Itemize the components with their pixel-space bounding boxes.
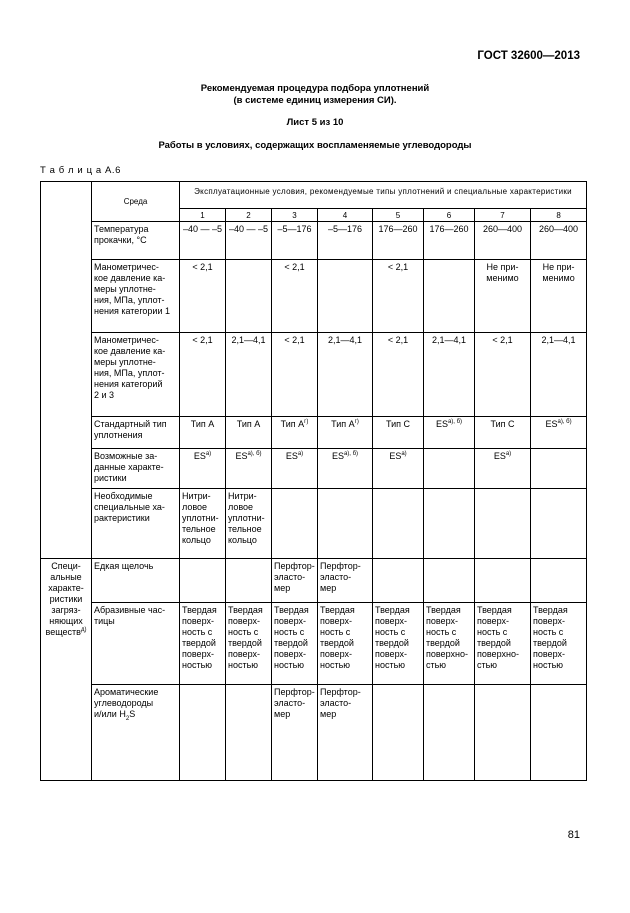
table-row [41, 417, 587, 449]
column-number-1: 1 [180, 209, 226, 222]
table-cell [180, 685, 226, 781]
table-cell: Тип $А^{г)}$ [318, 417, 373, 449]
table-cell: Твердая поверх- ность с твердой поверх- ностью [373, 603, 424, 685]
column-number-2: 2 [226, 209, 272, 222]
table-cell: 2,1—4,1 [226, 333, 272, 417]
table-cell: $ES^{а)}$ [180, 449, 226, 489]
table-cell [226, 559, 272, 603]
table-cell: $ES^{а)}$ [373, 449, 424, 489]
column-number-4: 4 [318, 209, 373, 222]
section-subtitle: Работы в условиях, содержащих воспламеняемые углеводороды [158, 140, 472, 151]
table-cell: 2,1—4,1 [318, 333, 373, 417]
table-cell [531, 685, 587, 781]
title-line-2: (в системе единиц измерения СИ). [233, 95, 397, 106]
table-cell: –40 — –5 [180, 222, 226, 260]
table-row [41, 222, 587, 260]
table-cell [424, 489, 475, 559]
table-cell: $ES^{а)}$ [272, 449, 318, 489]
table-cell: $ES^{а), б)}$ [424, 417, 475, 449]
table-cell: 2,1—4,1 [424, 333, 475, 417]
table-cell [424, 449, 475, 489]
table-cell: Твердая поверх- ность с твердой поверх- ностью [272, 603, 318, 685]
table-cell [424, 685, 475, 781]
table-cell [424, 559, 475, 603]
table-label: Т а б л и ц а А.6 [40, 165, 122, 176]
medium-header: Среда [92, 182, 180, 222]
column-number-5: 5 [373, 209, 424, 222]
table-cell: Не при- менимо [475, 260, 531, 333]
table-cell: Тип А [180, 417, 226, 449]
table-cell: $ES^{а), б)}$ [226, 449, 272, 489]
table-cell [531, 559, 587, 603]
table-cell: Не при- менимо [531, 260, 587, 333]
table-cell: Тип С [475, 417, 531, 449]
standard-number: ГОСТ 32600—2013 [477, 50, 580, 62]
table-cell: 260—400 [475, 222, 531, 260]
table-cell [226, 685, 272, 781]
table-cell: Перфтор- эласто- мер [318, 685, 373, 781]
table-cell [373, 559, 424, 603]
row-label: Ароматические углеводороды и/или $H_2S$ [92, 685, 180, 781]
table-cell: $ES^{а)}$ [475, 449, 531, 489]
table-cell [531, 489, 587, 559]
table-cell [373, 685, 424, 781]
table-row [41, 333, 587, 417]
table-cell: Тип А [226, 417, 272, 449]
table-cell: $ES^{а), б)}$ [318, 449, 373, 489]
table-cell [475, 559, 531, 603]
table-cell: < 2,1 [475, 333, 531, 417]
table-cell: Твердая поверх- ность с твердой поверх- ностью [226, 603, 272, 685]
table-cell: Твердая поверх- ность с твердой поверх- ностью [318, 603, 373, 685]
table-cell [475, 685, 531, 781]
column-number-6: 6 [424, 209, 475, 222]
table-cell: Перфтор- эласто- мер [318, 559, 373, 603]
table-row [41, 603, 587, 685]
title-line-1: Рекомендуемая процедура подбора уплотнений [200, 83, 430, 94]
table-cell: Твердая поверх- ность с твердой поверх- ностью [180, 603, 226, 685]
row-label: Манометричес- кое давление ка- меры уплотне- ния, МПа, уплот- нения категорий 2 и 3 [92, 333, 180, 417]
table-cell: Нитри- ловое уплотни- тельное кольцо [226, 489, 272, 559]
table-cell: Нитри- ловое уплотни- тельное кольцо [180, 489, 226, 559]
table-cell [424, 260, 475, 333]
table-cell [180, 559, 226, 603]
table-row [41, 685, 587, 781]
row-label: Температура прокачки, °С [92, 222, 180, 260]
row-label: Стандартный тип уплотнения [92, 417, 180, 449]
table-cell [373, 489, 424, 559]
row-label: Манометричес- кое давление ка- меры уплотне- ния, МПа, уплот- нения категории 1 [92, 260, 180, 333]
table-cell: < 2,1 [180, 333, 226, 417]
column-number-7: 7 [475, 209, 531, 222]
table-cell: Тип С [373, 417, 424, 449]
table-cell: < 2,1 [272, 260, 318, 333]
seal-selection-table [40, 181, 587, 781]
table-cell: < 2,1 [373, 333, 424, 417]
contaminants-group-label: Специ- альные характе- ристики загряз- няющих веществ$^{д)}$ [41, 559, 92, 781]
table-row [41, 260, 587, 333]
table-cell [226, 260, 272, 333]
row-label: Абразивные час- тицы [92, 603, 180, 685]
table-cell: Твердая поверх- ность с твердой поверхно- стью [424, 603, 475, 685]
table-cell: 2,1—4,1 [531, 333, 587, 417]
sheet-label: Лист 5 из 10 [286, 117, 344, 128]
table-cell: –40 — –5 [226, 222, 272, 260]
table-cell: < 2,1 [180, 260, 226, 333]
table-cell: Перфтор- эласто- мер [272, 685, 318, 781]
column-number-8: 8 [531, 209, 587, 222]
table-cell: Тип $А^{г)}$ [272, 417, 318, 449]
table-row [41, 449, 587, 489]
row-label: Едкая щелочь [92, 559, 180, 603]
table-cell: < 2,1 [272, 333, 318, 417]
table-cell: < 2,1 [373, 260, 424, 333]
column-number-3: 3 [272, 209, 318, 222]
row-label: Необходимые специальные ха- рактеристики [92, 489, 180, 559]
table-cell: –5—176 [318, 222, 373, 260]
table-cell: Твердая поверх- ность с твердой поверх- ностью [531, 603, 587, 685]
conditions-header: Эксплуатационные условия, рекомендуемые типы уплотнений и специальные характеристики [180, 182, 587, 209]
row-label: Возможные за- данные характе- ристики [92, 449, 180, 489]
table-row [41, 489, 587, 559]
page-number: 81 [567, 829, 580, 841]
table-cell: –5—176 [272, 222, 318, 260]
table-cell: Перфтор- эласто- мер [272, 559, 318, 603]
table-cell: 176—260 [424, 222, 475, 260]
table-cell [318, 489, 373, 559]
table-cell: Твердая поверх- ность с твердой поверхно- стью [475, 603, 531, 685]
table-cell: 176—260 [373, 222, 424, 260]
table-cell: 260—400 [531, 222, 587, 260]
table-cell: $ES^{а), б)}$ [531, 417, 587, 449]
table-cell [475, 489, 531, 559]
table-cell [318, 260, 373, 333]
table-cell [272, 489, 318, 559]
blank-corner-cell [41, 182, 92, 559]
table-row [41, 559, 587, 603]
table-cell [531, 449, 587, 489]
